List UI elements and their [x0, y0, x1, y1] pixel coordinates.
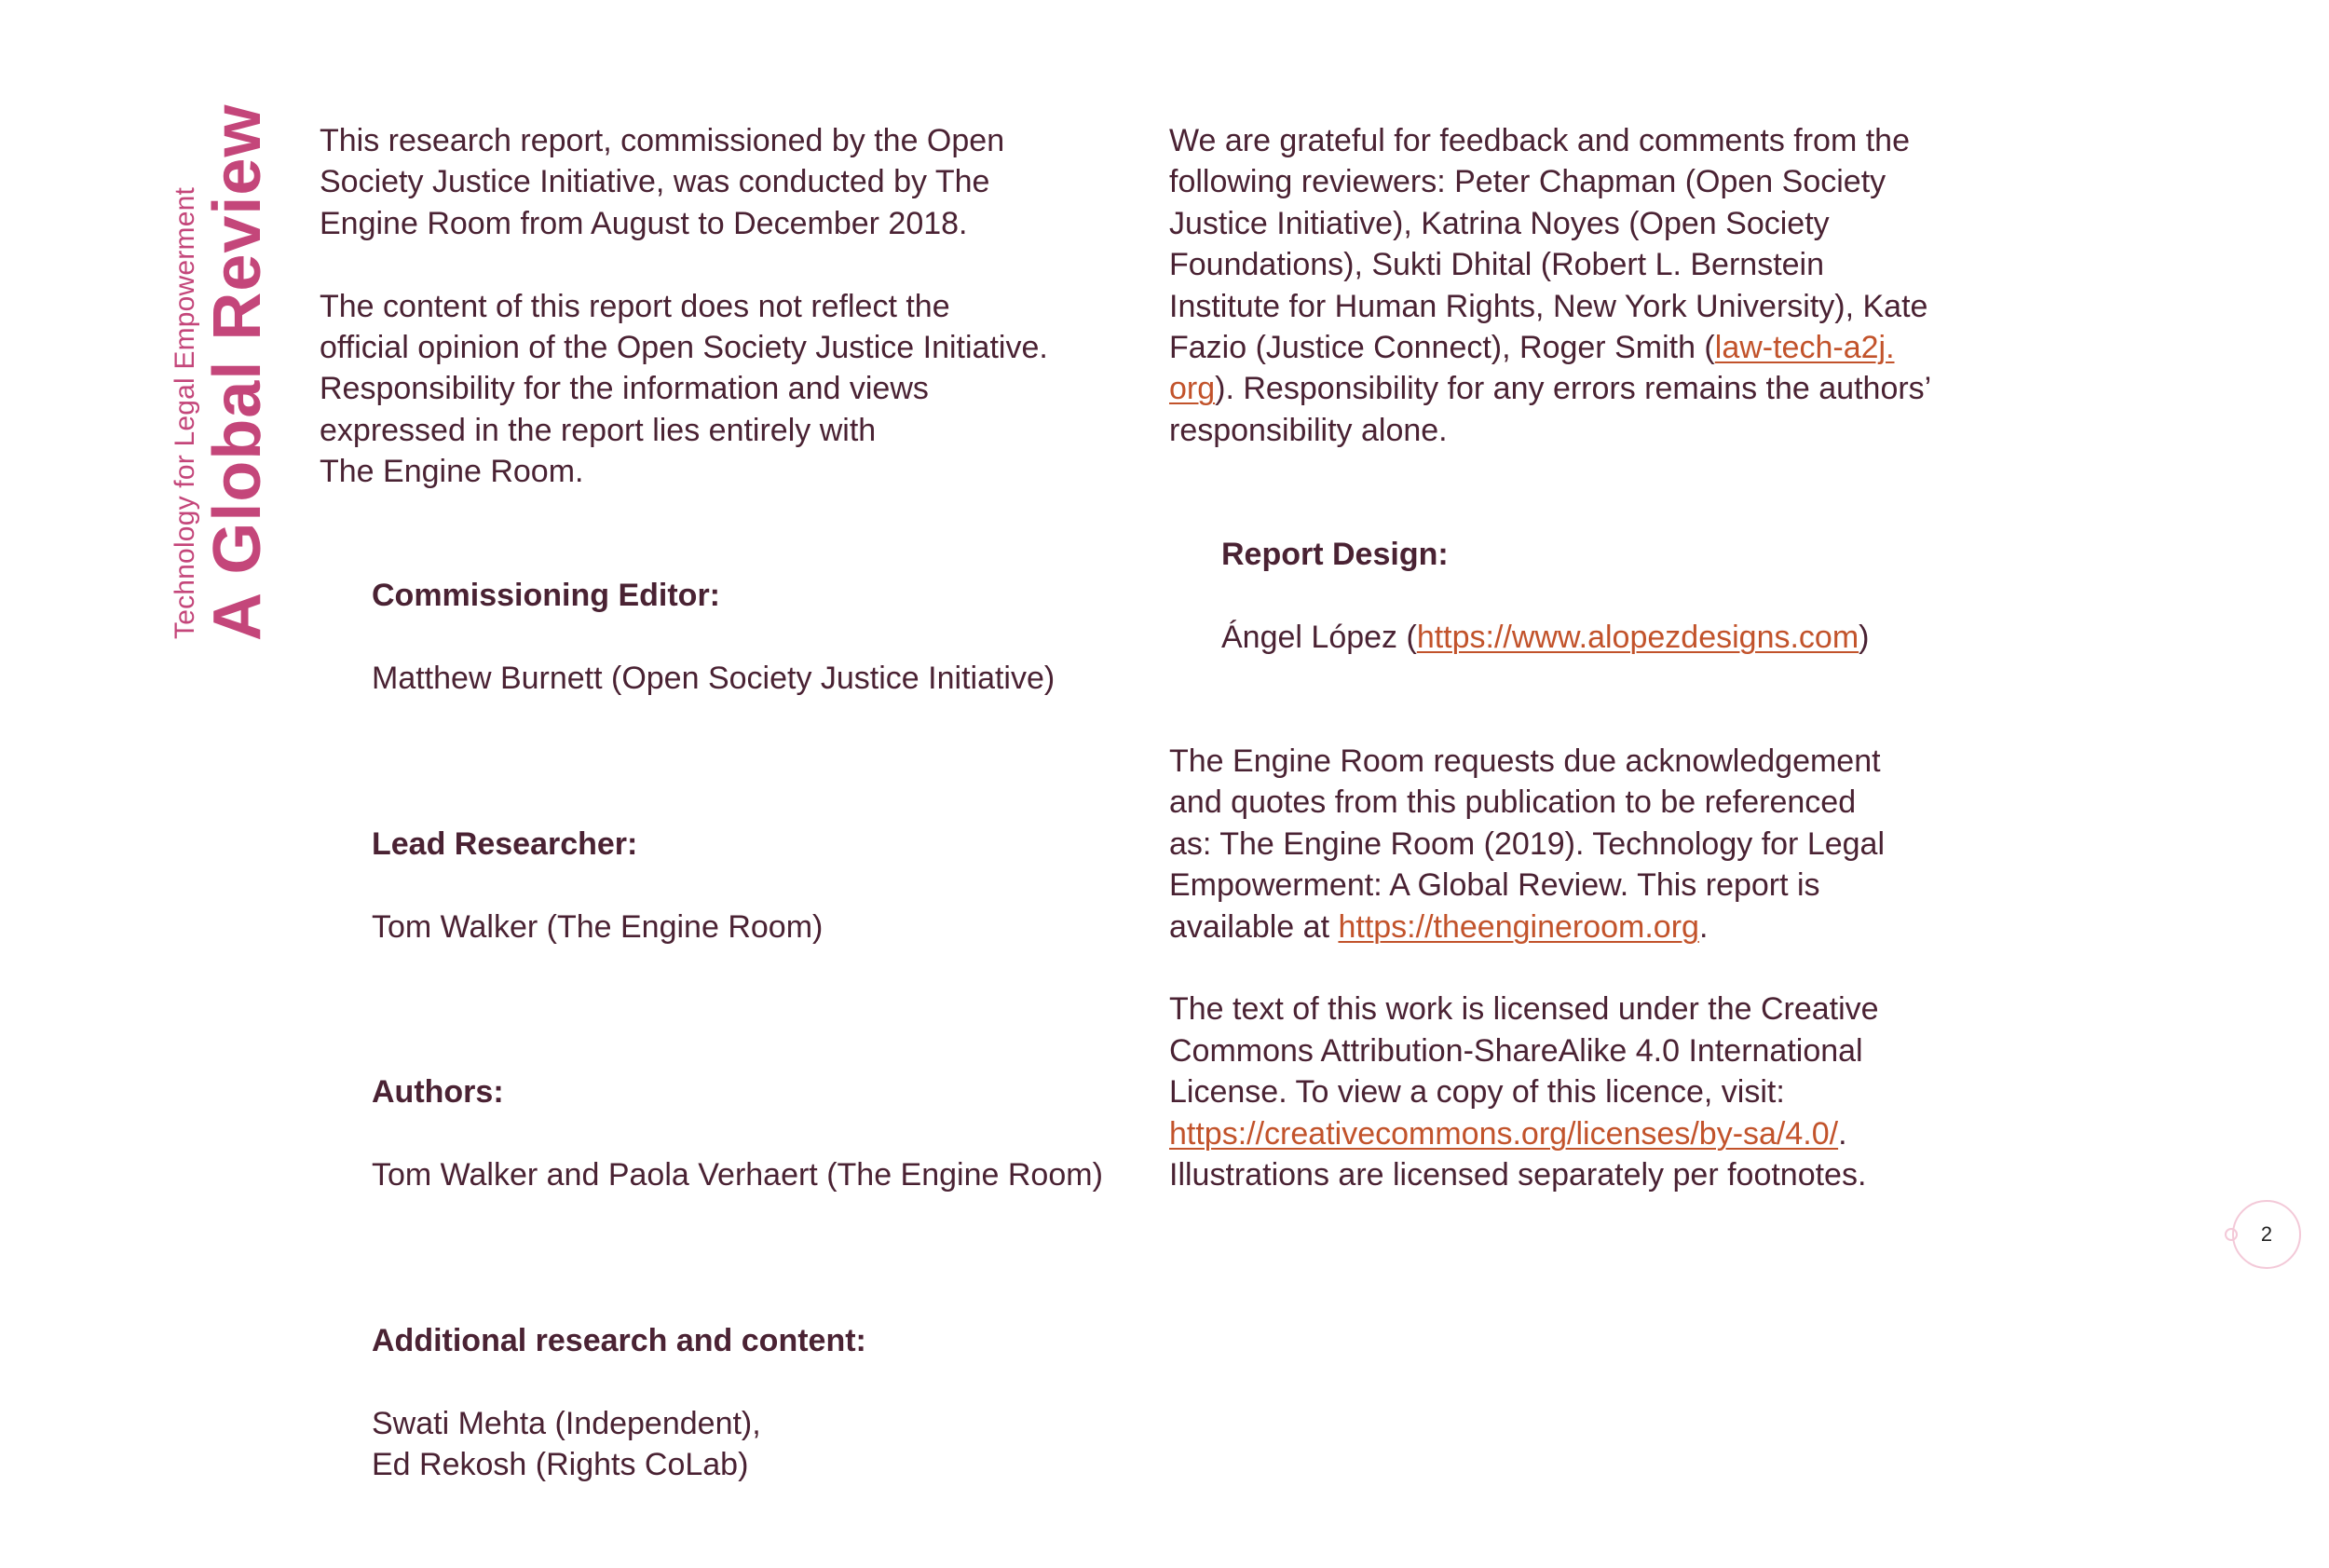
design-name: Ángel López (	[1221, 619, 1417, 655]
credit-additional-research	[320, 1278, 1158, 1526]
credit-authors	[320, 1030, 1158, 1237]
reviewers-paragraph	[1169, 120, 1970, 451]
link-text-part-1: law-tech-a2j.	[1714, 330, 1895, 366]
report-subtitle: Technology for Legal Empowerment	[170, 187, 200, 639]
credit-commissioning-editor	[320, 534, 1158, 741]
reviewers-text-end: ). Responsibility for any errors remains the authors’ responsibility alone.	[1169, 371, 1932, 448]
credit-label: Commissioning Editor:	[372, 578, 720, 614]
alopezdesigns-link[interactable]: https://www.alopezdesigns.com	[1416, 619, 1859, 655]
credit-label: Lead Researcher:	[372, 825, 638, 862]
credit-value: Tom Walker (The Engine Room)	[372, 908, 824, 945]
credit-value: Swati Mehta (Independent), Ed Rekosh (Rights CoLab)	[372, 1405, 761, 1482]
design-close: )	[1859, 619, 1870, 655]
page-number: 2	[2232, 1200, 2301, 1269]
theengineroom-link[interactable]: https://theengineroom.org	[1338, 908, 1699, 945]
credit-value: Matthew Burnett (Open Society Justice Initiative)	[372, 661, 1056, 697]
left-column	[320, 120, 1158, 1568]
citation-end: .	[1698, 908, 1709, 945]
report-title: A Global Review	[200, 103, 275, 641]
credit-label: Additional research and content:	[372, 1322, 866, 1358]
license-end: . Illustrations are licensed separately per footnotes.	[1169, 1115, 1867, 1193]
credit-value: Tom Walker and Paola Verhaert (The Engine Room)	[372, 1157, 1103, 1193]
citation-paragraph	[1169, 741, 1970, 948]
license-text: The text of this work is licensed under the Creative Commons Attribution-ShareAlike 4.0 International License. To view a copy of this licence, visit:	[1169, 991, 1879, 1111]
citation-text: The Engine Room requests due acknowledgement and quotes from this publication to be referenced as: The Engine Room (2019). Technology for Legal Empowerment: A Global Review. This report is available at	[1169, 743, 1886, 945]
license-paragraph	[1169, 989, 1970, 1195]
credit-label: Authors:	[372, 1074, 504, 1111]
design-label: Report Design:	[1221, 537, 1449, 573]
link-text-part-2: org	[1169, 371, 1216, 407]
design-value	[1221, 617, 1970, 658]
credit-lead-researcher	[320, 782, 1158, 989]
reviewers-text: We are grateful for feedback and comments from the following reviewers: Peter Chapman (Open Society Justice Initiative), Katrina Noyes (Open Society Foundations), Sukti Dhital (Robert L. Bernstein Institute for Human Rights, New York University), Kate Fazio (Justice Connect), Roger Smith (	[1169, 123, 1928, 366]
disclaimer-paragraph: The content of this report does not reflect the official opinion of the Open Society Justice Initiative. Responsibility for the information and views expressed in the report lies entirely with The Engine Room.	[320, 288, 1048, 490]
right-column	[1169, 120, 1970, 1237]
report-title-spine	[158, 103, 275, 641]
report-design-credit	[1169, 493, 1970, 700]
creativecommons-link[interactable]: https://creativecommons.org/licenses/by-sa/4.0/	[1169, 1115, 1839, 1152]
intro-paragraph: This research report, commissioned by the Open Society Justice Initiative, was conducted by The Engine Room from August to December 2018.	[320, 123, 1005, 241]
